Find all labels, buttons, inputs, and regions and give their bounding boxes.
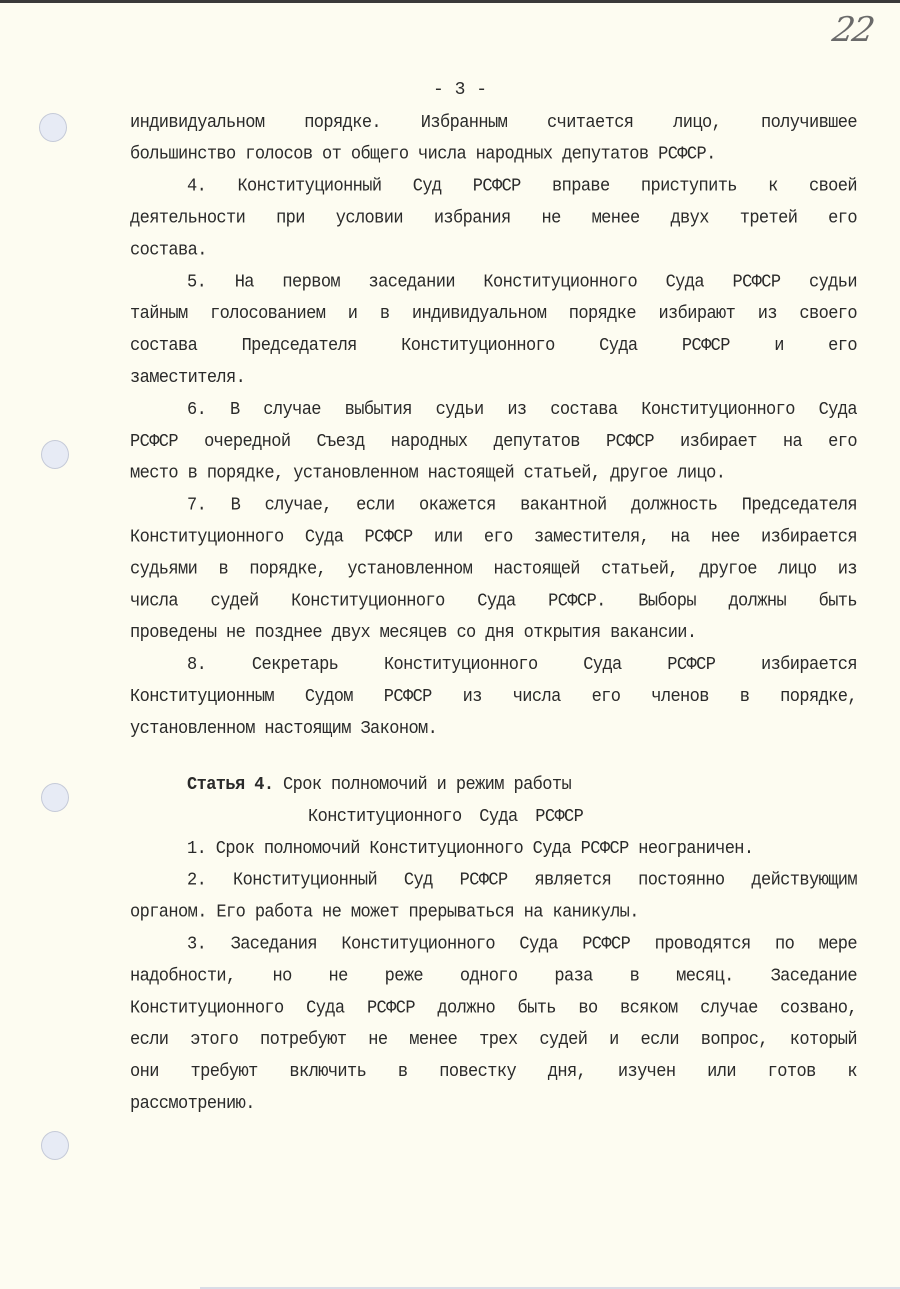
punch-hole-icon [41, 783, 69, 812]
article-label: Статья 4. [187, 774, 274, 796]
page-number: - 3 - [432, 80, 487, 100]
punch-hole-icon [39, 113, 67, 142]
text-line: состава. [130, 240, 207, 261]
text-line: Конституционного Суда РСФСР или его заместителя, на нее избирается [130, 527, 857, 549]
text-line: числа судей Конституционного Суда РСФСР. Выборы должны быть [130, 591, 857, 612]
text-line: Конституционного Суда РСФСР должно быть во всяком случае созвано, [130, 998, 857, 1019]
text-line: деятельности при условии избрания не менее двух третей его [130, 208, 857, 230]
section-gap [130, 745, 857, 769]
document-body [130, 107, 857, 1120]
article-title-line1: Срок полномочий и режим работы [283, 774, 572, 796]
article-heading [130, 769, 857, 801]
text-line: проведены не позднее двух месяцев со дня открытия вакансии. [130, 622, 697, 644]
text-line: рассмотрению. [130, 1093, 255, 1115]
text-line: судьями в порядке, установленном настоящей статьей, другое лицо из [130, 559, 857, 580]
text-line: место в порядке, установленном настоящей статьей, другое лицо. [130, 463, 726, 485]
text-line: большинство голосов от общего числа народных депутатов РСФСР. [130, 144, 716, 166]
text-line: 6. В случае выбытия судьи из состава Конституционного Суда [187, 399, 857, 421]
article-title-line2: Конституционного Суда РСФСР [308, 806, 584, 828]
text-line: 2. Конституционный Суд РСФСР является постоянно действующим [187, 870, 857, 892]
text-line: тайным голосованием и в индивидуальном порядке избирают из своего [130, 303, 857, 325]
handwritten-sheet-number: 22 [829, 10, 876, 50]
punch-hole-icon [41, 1131, 69, 1160]
scan-top-edge [0, 0, 900, 3]
text-line: они требуют включить в повестку дня, изучен или готов к [130, 1061, 857, 1083]
text-line: 5. На первом заседании Конституционного Суда РСФСР судьи [187, 272, 857, 293]
punch-hole-icon [41, 440, 69, 469]
text-line: РСФСР очередной Съезд народных депутатов РСФСР избирает на его [130, 431, 857, 453]
text-line: индивидуальном порядке. Избранным считается лицо, получившее [130, 112, 857, 134]
text-line: если этого потребуют не менее трех судей и если вопрос, который [130, 1029, 857, 1051]
text-line: заместителя. [130, 367, 246, 389]
text-line: 4. Конституционный Суд РСФСР вправе приступить к своей [187, 176, 857, 198]
text-line: Конституционным Судом РСФСР из числа его членов в порядке, [130, 686, 857, 708]
text-line: установленном настоящим Законом. [130, 718, 438, 740]
text-line: 8. Секретарь Конституционного Суда РСФСР избирается [187, 654, 857, 676]
text-line: 3. Заседания Конституционного Суда РСФСР проводятся по мере [187, 934, 857, 956]
text-line: состава Председателя Конституционного Суда РСФСР и его [130, 335, 857, 357]
text-line: 7. В случае, если окажется вакантной должность Председателя [187, 495, 857, 517]
text-line: 1. Срок полномочий Конституционного Суда РСФСР неограничен. [187, 838, 754, 860]
text-line: надобности, но не реже одного раза в месяц. Заседание [130, 966, 857, 987]
text-line: органом. Его работа не может прерываться на каникулы. [130, 902, 639, 924]
